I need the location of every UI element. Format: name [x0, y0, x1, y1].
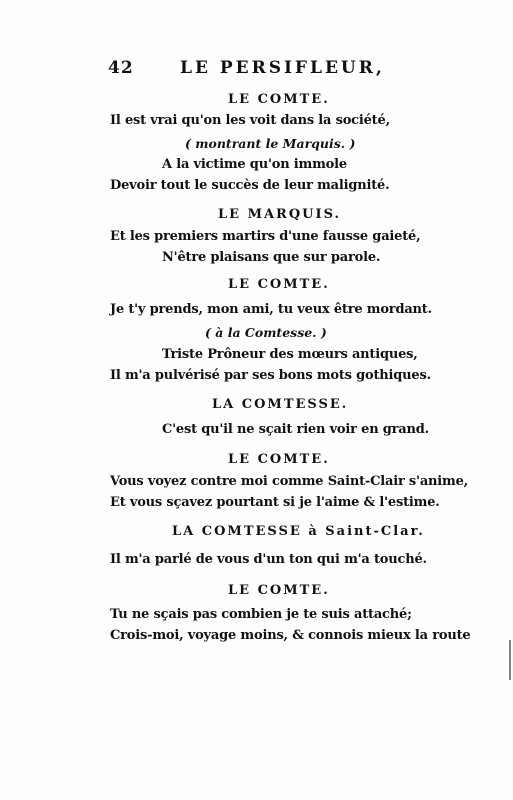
verse-line: Et vous sçavez pourtant si je l'aime & l'estime. — [110, 495, 440, 510]
speaker-label: LE COMTE. — [228, 583, 330, 598]
verse-line: Vous voyez contre moi comme Saint-Clair s'anime, — [110, 474, 468, 489]
running-title: LE PERSIFLEUR, — [180, 58, 385, 78]
verse-line: Tu ne sçais pas combien je te suis attaché; — [110, 607, 412, 622]
verse-line: A la victime qu'on immole — [162, 157, 347, 172]
speaker-label: LE COMTE. — [228, 452, 330, 467]
stage-direction: ( à la Comtesse. ) — [205, 325, 327, 340]
page-edge-shadow — [509, 640, 511, 680]
speaker-label: LE COMTE. — [228, 92, 330, 107]
verse-line: N'être plaisans que sur parole. — [162, 250, 381, 265]
speaker-label: LA COMTESSE à Saint-Clar. — [172, 524, 425, 539]
speaker-label: LE COMTE. — [228, 277, 330, 292]
verse-line: Il m'a parlé de vous d'un ton qui m'a touché. — [110, 552, 427, 567]
verse-line: Et les premiers martirs d'une fausse gaieté, — [110, 229, 421, 244]
verse-line: Devoir tout le succès de leur malignité. — [110, 178, 390, 193]
speaker-label: LE MARQUIS. — [218, 207, 342, 222]
verse-line: Il m'a pulvérisé par ses bons mots gothiques. — [110, 368, 431, 383]
speaker-label: LA COMTESSE. — [212, 397, 349, 412]
verse-line: Triste Prôneur des mœurs antiques, — [162, 347, 418, 362]
verse-line: C'est qu'il ne sçait rien voir en grand. — [162, 422, 429, 437]
verse-line: Je t'y prends, mon ami, tu veux être mordant. — [110, 302, 432, 317]
verse-line: Crois-moi, voyage moins, & connois mieux la route — [110, 628, 471, 643]
stage-direction: ( montrant le Marquis. ) — [185, 136, 356, 151]
verse-line: Il est vrai qu'on les voit dans la société, — [110, 113, 390, 128]
page-number: 42 — [108, 58, 134, 78]
